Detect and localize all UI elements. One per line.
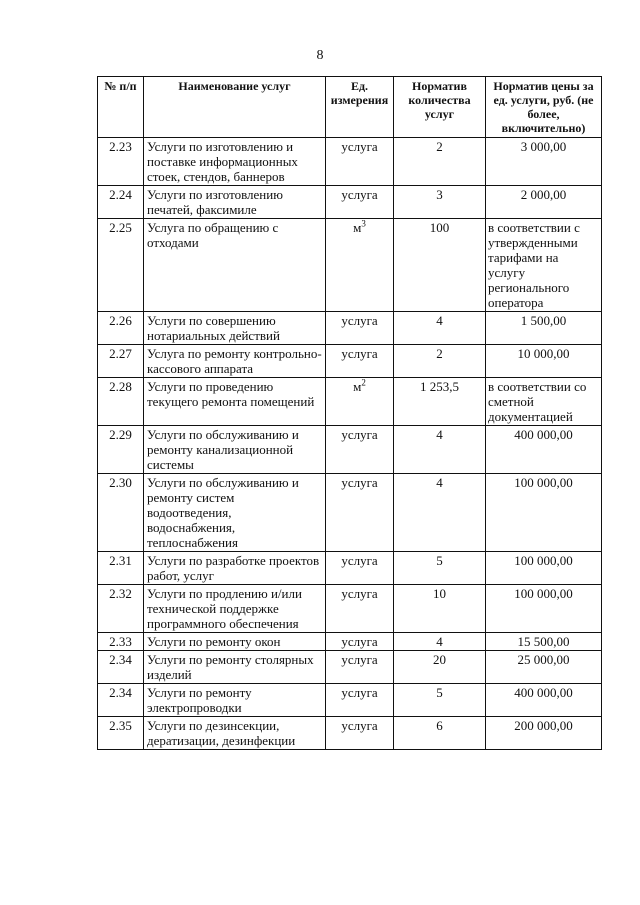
price-norm: 100 000,00 [486, 585, 602, 633]
unit-label: услуга [341, 313, 378, 328]
table-row [98, 138, 602, 186]
row-number: 2.35 [98, 717, 144, 750]
unit-label: услуга [341, 553, 378, 568]
row-number: 2.30 [98, 474, 144, 552]
unit-cell [326, 426, 394, 474]
row-number: 2.24 [98, 186, 144, 219]
unit-label: услуга [341, 652, 378, 667]
service-name: Услуги по изготовлению и поставке информационных стоек, стендов, баннеров [144, 138, 326, 186]
row-number: 2.26 [98, 312, 144, 345]
price-norm: 2 000,00 [486, 186, 602, 219]
service-name: Услуги по ремонту окон [144, 633, 326, 651]
price-norm: 200 000,00 [486, 717, 602, 750]
table-row [98, 717, 602, 750]
price-norm: 15 500,00 [486, 633, 602, 651]
row-number: 2.34 [98, 684, 144, 717]
table-row [98, 426, 602, 474]
price-norm: 3 000,00 [486, 138, 602, 186]
row-number: 2.28 [98, 378, 144, 426]
service-name: Услуга по ремонту контрольно-кассового аппарата [144, 345, 326, 378]
service-name: Услуги по совершению нотариальных действий [144, 312, 326, 345]
price-norm: в соответствии с утвержденными тарифами на услугу регионального оператора [486, 219, 602, 312]
service-name: Услуги по продлению и/или технической поддержке программного обеспечения [144, 585, 326, 633]
quantity-norm: 100 [394, 219, 486, 312]
unit-cell [326, 651, 394, 684]
unit-label: услуга [341, 346, 378, 361]
service-name: Услуги по ремонту столярных изделий [144, 651, 326, 684]
unit-label: услуга [341, 427, 378, 442]
row-number: 2.29 [98, 426, 144, 474]
unit-cell [326, 219, 394, 312]
header-price: Норматив цены за ед. услуги, руб. (не более, включительно) [486, 77, 602, 138]
row-number: 2.27 [98, 345, 144, 378]
unit-label: м [353, 379, 362, 394]
price-norm: 400 000,00 [486, 684, 602, 717]
price-norm: в соответствии со сметной документацией [486, 378, 602, 426]
unit-exponent: 3 [361, 218, 366, 229]
header-qty: Норматив количества услуг [394, 77, 486, 138]
quantity-norm: 4 [394, 312, 486, 345]
quantity-norm: 1 253,5 [394, 378, 486, 426]
quantity-norm: 3 [394, 186, 486, 219]
unit-label: услуга [341, 634, 378, 649]
unit-cell [326, 552, 394, 585]
table-row [98, 312, 602, 345]
table-row [98, 219, 602, 312]
price-norm: 10 000,00 [486, 345, 602, 378]
services-table [97, 76, 602, 750]
table-row [98, 378, 602, 426]
unit-cell [326, 717, 394, 750]
table-header-row [98, 77, 602, 138]
price-norm: 25 000,00 [486, 651, 602, 684]
table-row [98, 474, 602, 552]
table-row [98, 345, 602, 378]
row-number: 2.25 [98, 219, 144, 312]
quantity-norm: 4 [394, 426, 486, 474]
table-row [98, 552, 602, 585]
unit-label: услуга [341, 475, 378, 490]
service-name: Услуги по ремонту электропроводки [144, 684, 326, 717]
price-norm: 100 000,00 [486, 474, 602, 552]
price-norm: 1 500,00 [486, 312, 602, 345]
unit-label: услуга [341, 139, 378, 154]
table-row [98, 186, 602, 219]
header-name: Наименование услуг [144, 77, 326, 138]
unit-cell [326, 684, 394, 717]
table-row [98, 633, 602, 651]
unit-label: м [353, 220, 362, 235]
service-name: Услуги по дезинсекции, дератизации, дезинфекции [144, 717, 326, 750]
service-name: Услуги по обслуживанию и ремонту канализационной системы [144, 426, 326, 474]
header-unit: Ед. измерения [326, 77, 394, 138]
unit-label: услуга [341, 685, 378, 700]
table-row [98, 651, 602, 684]
unit-cell [326, 186, 394, 219]
unit-cell [326, 138, 394, 186]
unit-exponent: 2 [361, 377, 366, 388]
unit-label: услуга [341, 187, 378, 202]
unit-cell [326, 585, 394, 633]
quantity-norm: 6 [394, 717, 486, 750]
row-number: 2.23 [98, 138, 144, 186]
unit-cell [326, 474, 394, 552]
service-name: Услуги по проведению текущего ремонта помещений [144, 378, 326, 426]
quantity-norm: 5 [394, 552, 486, 585]
quantity-norm: 10 [394, 585, 486, 633]
quantity-norm: 4 [394, 633, 486, 651]
table-row [98, 684, 602, 717]
quantity-norm: 2 [394, 345, 486, 378]
unit-cell [326, 633, 394, 651]
unit-cell [326, 378, 394, 426]
table-row [98, 585, 602, 633]
service-name: Услуга по обращению с отходами [144, 219, 326, 312]
unit-label: услуга [341, 718, 378, 733]
price-norm: 400 000,00 [486, 426, 602, 474]
page-number: 8 [316, 48, 324, 63]
quantity-norm: 2 [394, 138, 486, 186]
row-number: 2.31 [98, 552, 144, 585]
row-number: 2.32 [98, 585, 144, 633]
unit-cell [326, 345, 394, 378]
header-num: № п/п [98, 77, 144, 138]
service-name: Услуги по разработке проектов работ, услуг [144, 552, 326, 585]
quantity-norm: 4 [394, 474, 486, 552]
price-norm: 100 000,00 [486, 552, 602, 585]
unit-cell [326, 312, 394, 345]
service-name: Услуги по обслуживанию и ремонту систем водоотведения, водоснабжения, теплоснабжения [144, 474, 326, 552]
service-name: Услуги по изготовлению печатей, факсимиле [144, 186, 326, 219]
unit-label: услуга [341, 586, 378, 601]
row-number: 2.34 [98, 651, 144, 684]
quantity-norm: 20 [394, 651, 486, 684]
quantity-norm: 5 [394, 684, 486, 717]
row-number: 2.33 [98, 633, 144, 651]
